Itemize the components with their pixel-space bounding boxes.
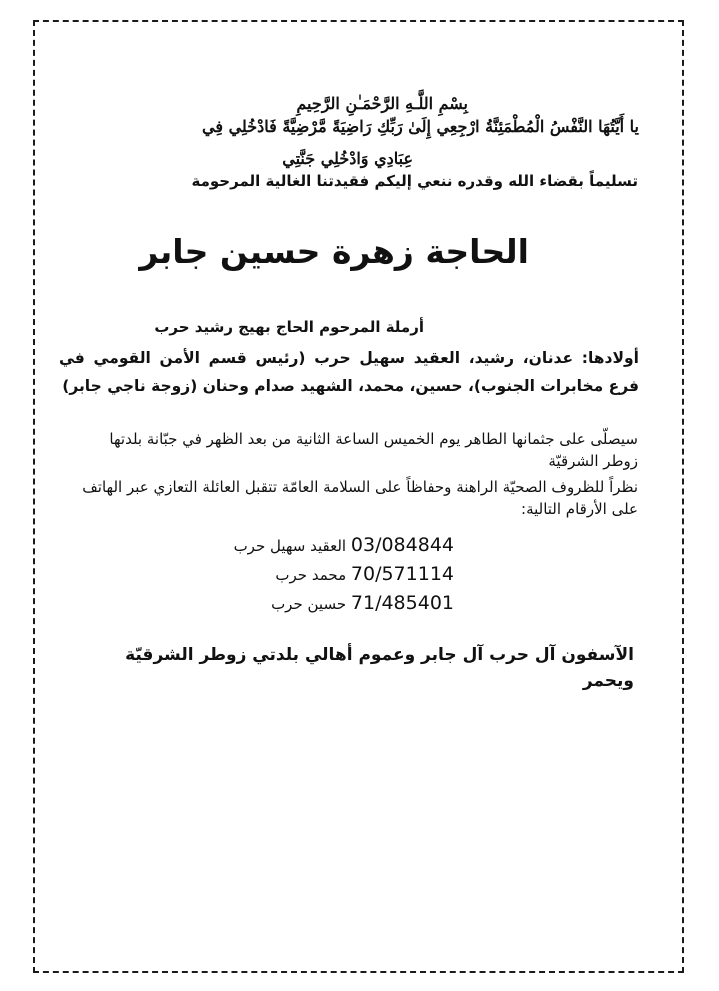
quran-verse-line-1: يا أَيَّتُهَا النَّفْسُ الْمُطْمَئِنَّةُ ارْجِعِي إِلَىٰ رَبِّكِ رَاضِيَةً مَّرْضِيَّةً فَادْخُلِي فِي <box>202 117 639 136</box>
deceased-name: الحاجة زهرة حسين جابر <box>139 232 529 271</box>
contact-name: العقيد سهيل حرب <box>233 537 347 555</box>
mourners-text: الآسفون آل حرب آل جابر وعموم أهالي بلدتي زوطر الشرقيّة ويحمر <box>125 645 634 691</box>
contact-list <box>234 534 454 621</box>
phone-number[interactable]: 03/084844 <box>350 534 454 556</box>
condolence-notice: نظراً للظروف الصحيّة الراهنة وحفاظاً على السلامة العامّة تتقبل العائلة التعازي عبر الهاتف على الأرقام التالية: <box>82 478 638 518</box>
intro-text: تسليماً بقضاء الله وقدره ننعي إليكم فقيدتنا الغالية المرحومة <box>191 172 638 190</box>
contact-item <box>234 563 454 592</box>
contact-item <box>234 592 454 621</box>
phone-number[interactable]: 70/571114 <box>350 563 454 585</box>
contact-name: محمد حرب <box>275 566 347 584</box>
funeral-details: سيصلّى على جثمانها الطاهر يوم الخميس الساعة الثانية من بعد الظهر في جبّانة بلدتها زوطر الشرقيّة <box>109 430 638 470</box>
children-list: أولادها: عدنان، رشيد، العقيد سهيل حرب (رئيس قسم الأمن القومي في فرع مخابرات الجنوب)، حسين، محمد، الشهيد صدام وحنان (زوجة ناجي جابر) <box>59 349 639 395</box>
basmala: بِسْمِ اللَّـهِ الرَّحْمَـٰنِ الرَّحِيمِ <box>296 94 468 113</box>
contact-name: حسين حرب <box>271 595 347 613</box>
phone-number[interactable]: 71/485401 <box>350 592 454 614</box>
widow-of-text: أرملة المرحوم الحاج بهيج رشيد حرب <box>154 318 424 336</box>
contact-item <box>234 534 454 563</box>
quran-verse-line-2: عِبَادِي وَادْخُلِي جَنَّتِي <box>282 149 413 168</box>
